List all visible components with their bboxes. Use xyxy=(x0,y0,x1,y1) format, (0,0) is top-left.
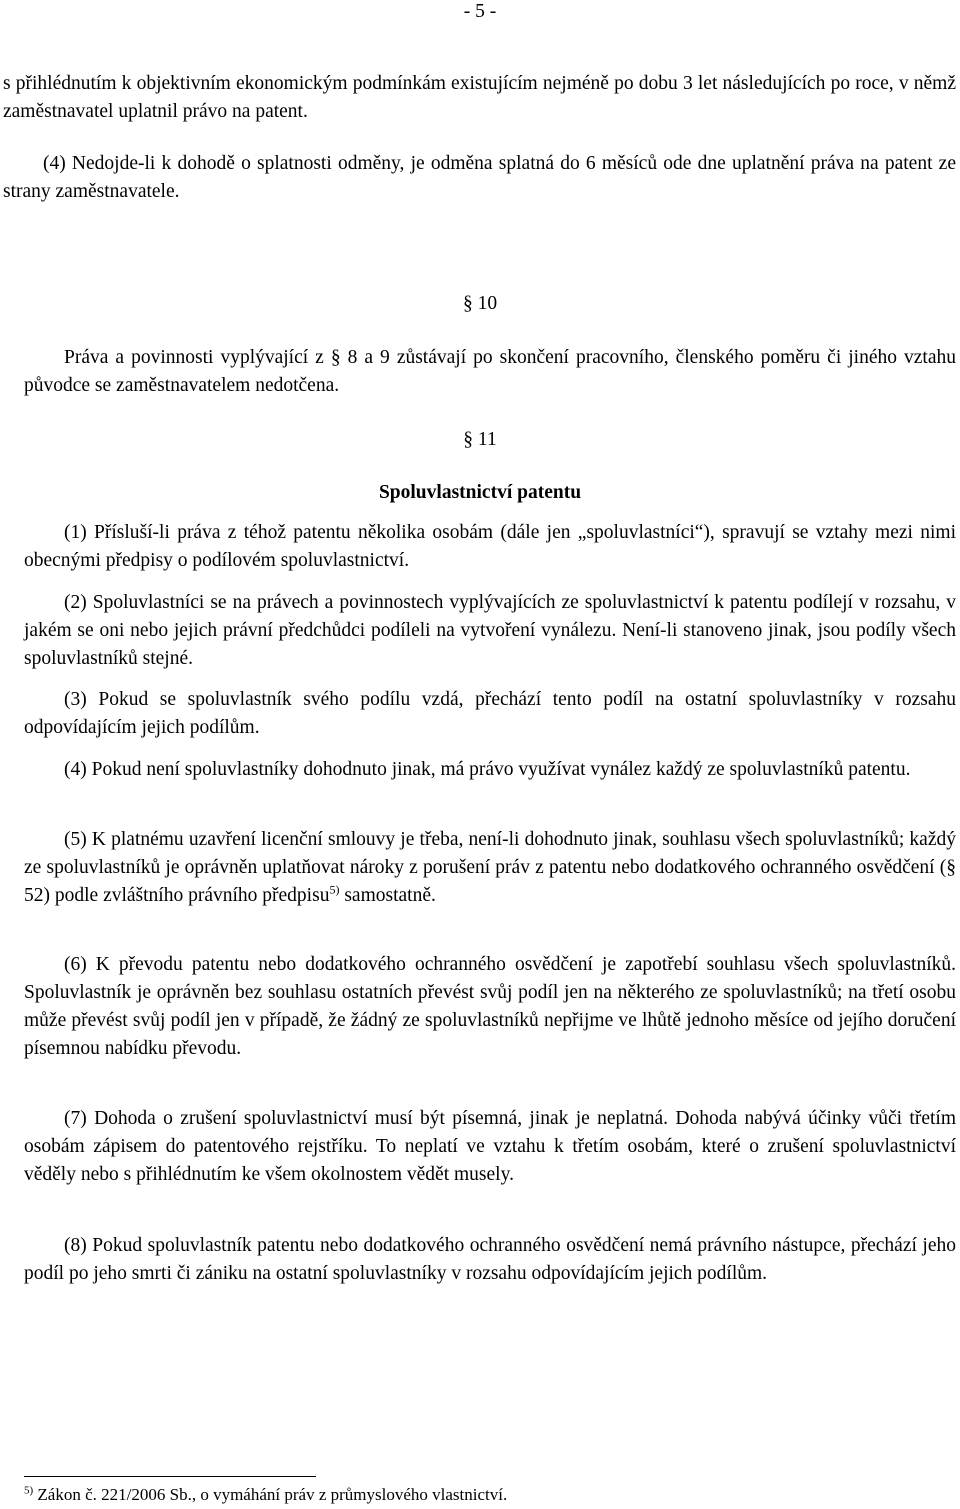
footnote-text: Zákon č. 221/2006 Sb., o vymáhání práv z průmyslového vlastnictví. xyxy=(33,1485,508,1504)
section-11-paragraph-6: (6) K převodu patentu nebo dodatkového ochranného osvědčení je zapotřebí souhlasu všech spoluvlastníků. Spoluvlastník je oprávněn bez souhlasu ostatních převést svůj podíl jen na některého ze spoluvlastníků; na třetí osobu může převést svůj podíl jen v případě, že žádný ze spoluvlastníků nepřijme ve lhůtě jednoho měsíce od jejího doručení písemnou nabídku převodu. xyxy=(24,954,956,1059)
section-11-paragraph-7: (7) Dohoda o zrušení spoluvlastnictví musí být písemná, jinak je neplatná. Dohoda nabývá účinky vůči třetím osobám zápisem do patentového rejstříku. To neplatí ve vztahu k třetím osobám, které o zrušení spoluvlastnictví věděly nebo s přihlédnutím ke všem okolnostem vědět musely. xyxy=(24,1108,956,1185)
section-11-paragraph-2: (2) Spoluvlastníci se na právech a povinnostech vyplývajících ze spoluvlastnictví k patentu podílejí v rozsahu, v jakém se oni nebo jejich právní předchůdci podíleli na vytvoření vynálezu. Není-li stanoveno jinak, jsou podíly všech spoluvlastníků stejné. xyxy=(24,592,956,669)
section-10-heading: § 10 xyxy=(462,293,498,314)
section-11-title: Spoluvlastnictví patentu xyxy=(378,482,582,503)
section-11-paragraph-1: (1) Přísluší-li práva z téhož patentu několika osobám (dále jen „spoluvlastníci“), spravují se vztahy mezi nimi obecnými předpisy o podílovém spoluvlastnictví. xyxy=(24,522,956,571)
footnote-reference: 5) xyxy=(329,882,340,897)
section-10-text: Práva a povinnosti vyplývající z § 8 a 9 zůstávají po skončení pracovního, členského poměru či jiného vztahu původce se zaměstnavatelem nedotčena. xyxy=(24,347,956,396)
footnote-separator xyxy=(24,1476,316,1477)
continuation-paragraph: s přihlédnutím k objektivním ekonomickým podmínkám existujícím nejméně po dobu 3 let následujících po roce, v němž zaměstnavatel uplatnil právo na patent. xyxy=(3,73,956,122)
section-11-paragraph-3: (3) Pokud se spoluvlastník svého podílu vzdá, přechází tento podíl na ostatní spoluvlastníky v rozsahu odpovídajícím jejich podílům. xyxy=(24,689,956,738)
section-11-heading: § 11 xyxy=(463,429,497,450)
paragraph-5-end: samostatně. xyxy=(339,885,436,906)
section-11-paragraph-5 xyxy=(24,826,956,910)
footnote-marker: 5) xyxy=(24,1484,34,1497)
section-11-paragraph-4: (4) Pokud není spoluvlastníky dohodnuto jinak, má právo využívat vynález každý ze spoluvlastníků patentu. xyxy=(64,759,911,780)
paragraph-5-text: (5) K platnému uzavření licenční smlouvy je třeba, není-li dohodnuto jinak, souhlasu všech spoluvlastníků; každý ze spoluvlastníků je oprávněn uplatňovat nároky z porušení práv z patentu nebo dodatkového ochranného osvědčení (§ 52) podle zvláštního právního předpisu xyxy=(24,829,956,906)
page-number: - 5 - xyxy=(463,1,497,22)
section-11-paragraph-8: (8) Pokud spoluvlastník patentu nebo dodatkového ochranného osvědčení nemá právního nástupce, přechází jeho podíl po jeho smrti či zániku na ostatní spoluvlastníky v rozsahu odpovídajícím jejich podílům. xyxy=(24,1235,956,1284)
paragraph-4: (4) Nedojde-li k dohodě o splatnosti odměny, je odměna splatná do 6 měsíců ode dne uplatnění práva na patent ze strany zaměstnavatele. xyxy=(3,153,956,202)
footnote xyxy=(24,1483,956,1507)
